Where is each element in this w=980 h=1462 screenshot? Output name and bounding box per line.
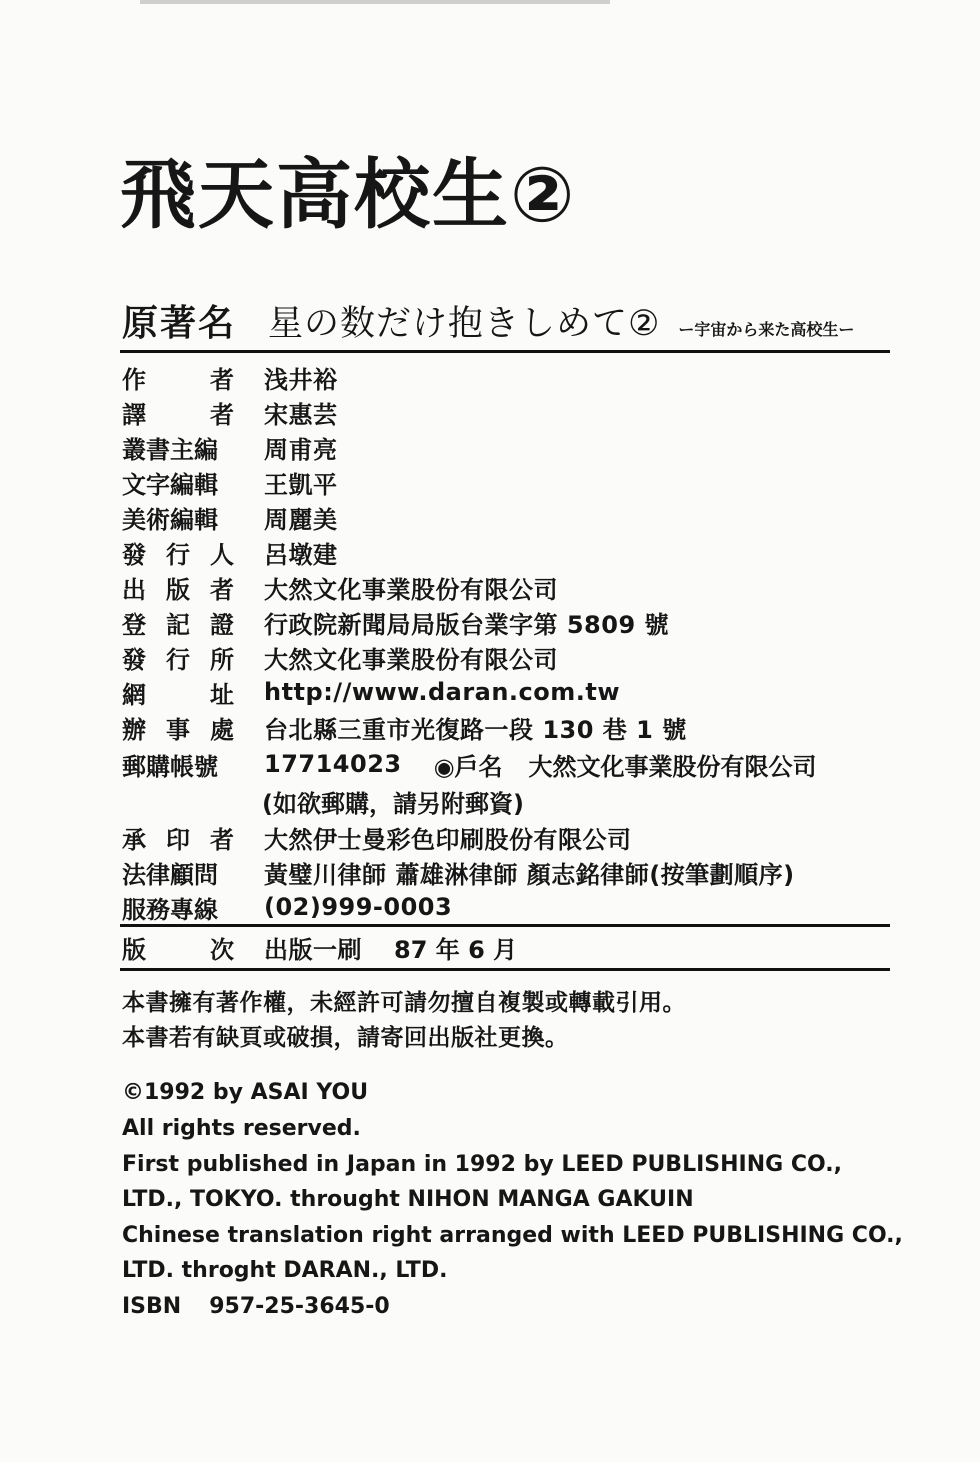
original-title: 星の数だけ抱きしめて② — [268, 304, 661, 344]
english-published-line-2: LTD., TOKYO. throught NIHON MANGA GAKUIN — [122, 1187, 694, 1212]
isbn-value: 957-25-3645-0 — [209, 1294, 390, 1319]
credit-value: 行政院新聞局局版台業字第 5809 號 — [264, 610, 670, 639]
credit-row-author — [122, 360, 338, 394]
credit-key: 發 行 人 — [122, 540, 234, 569]
website-link[interactable]: http://www.daran.com.tw — [264, 678, 621, 706]
postal-note: (如欲郵購，請另附郵資) — [262, 789, 524, 818]
credit-row-legal — [122, 855, 795, 889]
account-holder-name: 大然文化事業股份有限公司 — [528, 752, 817, 781]
edition-value: 出版一刷 — [264, 935, 362, 964]
credit-key: 網 址 — [122, 680, 234, 709]
edition-date: 87 年 6 月 — [394, 935, 518, 964]
credit-row-translator — [122, 395, 338, 429]
credit-value: 呂墩建 — [264, 540, 338, 569]
credit-key: 服務專線 — [122, 895, 218, 924]
credit-key: 美術編輯 — [122, 505, 218, 534]
credit-value: 周甫亮 — [264, 435, 338, 464]
credit-row-publisher — [122, 570, 558, 604]
credit-row-text-editor — [122, 465, 338, 499]
credit-key: 承 印 者 — [122, 825, 234, 854]
credit-row-printer — [122, 820, 632, 854]
credit-row-postal — [122, 747, 817, 781]
credit-key: 譯 者 — [122, 400, 234, 429]
credit-value: 周麗美 — [264, 505, 338, 534]
english-published-line: First published in Japan in 1992 by LEED PUBLISHING CO., — [122, 1152, 842, 1177]
credit-key: 出 版 者 — [122, 575, 234, 604]
credit-value: 台北縣三重市光復路一段 130 巷 1 號 — [264, 715, 687, 744]
isbn-line — [122, 1294, 390, 1319]
credit-value: (02)999-0003 — [264, 893, 453, 921]
credit-row-distributor — [122, 640, 558, 674]
english-translation-line: Chinese translation right arranged with LEED PUBLISHING CO., — [122, 1223, 903, 1248]
copyright-notice: 本書擁有著作權，未經許可請勿擅自複製或轉載引用。 — [122, 990, 686, 1016]
credit-key: 辦 事 處 — [122, 715, 234, 744]
credit-key: 版 次 — [122, 935, 234, 964]
scan-edge-mark — [140, 0, 610, 4]
original-title-line — [122, 295, 854, 345]
credit-row-series-editor — [122, 430, 338, 464]
credit-row-issuer — [122, 535, 338, 569]
damage-notice: 本書若有缺頁或破損，請寄回出版社更換。 — [122, 1025, 569, 1051]
credit-key: 作 者 — [122, 365, 234, 394]
original-subtitle: ー宇宙から来た高校生ー — [678, 320, 855, 339]
credit-row-office — [122, 710, 687, 744]
credit-row-website — [122, 675, 620, 709]
english-translation-line-2: LTD. throght DARAN., LTD. — [122, 1258, 448, 1283]
postal-account-number: 17714023 — [264, 750, 402, 778]
credit-key: 叢書主編 — [122, 435, 218, 464]
credit-key: 法律顧問 — [122, 860, 218, 889]
credit-value: 王凱平 — [264, 470, 338, 499]
divider-top — [120, 350, 890, 353]
credit-value: 宋惠芸 — [264, 400, 338, 429]
book-title: 飛天高校生② — [120, 150, 577, 239]
credit-value: 大然伊士曼彩色印刷股份有限公司 — [264, 825, 632, 854]
credit-value: 浅井裕 — [264, 365, 338, 394]
credit-key: 文字編輯 — [122, 470, 218, 499]
credit-key: 登 記 證 — [122, 610, 234, 639]
credit-value: 大然文化事業股份有限公司 — [264, 645, 558, 674]
credit-row-postal-note — [262, 784, 524, 818]
english-rights-line: All rights reserved. — [122, 1116, 361, 1141]
credit-row-art-editor — [122, 500, 338, 534]
english-copyright-line: ©1992 by ASAI YOU — [122, 1080, 369, 1105]
credit-value: 大然文化事業股份有限公司 — [264, 575, 558, 604]
credit-key: 發 行 所 — [122, 645, 234, 674]
divider-middle — [120, 924, 890, 927]
credit-value: 黃璧川律師 蕭雄淋律師 顏志銘律師(按筆劃順序) — [264, 860, 795, 889]
edition-row — [122, 930, 517, 964]
original-title-label: 原著名 — [122, 303, 237, 344]
divider-bottom — [120, 968, 890, 971]
isbn-label: ISBN — [122, 1294, 182, 1319]
account-holder-label: ◉戶名 — [433, 752, 503, 781]
credit-key: 郵購帳號 — [122, 752, 218, 781]
credit-row-service — [122, 890, 452, 924]
credit-row-registration — [122, 605, 669, 639]
